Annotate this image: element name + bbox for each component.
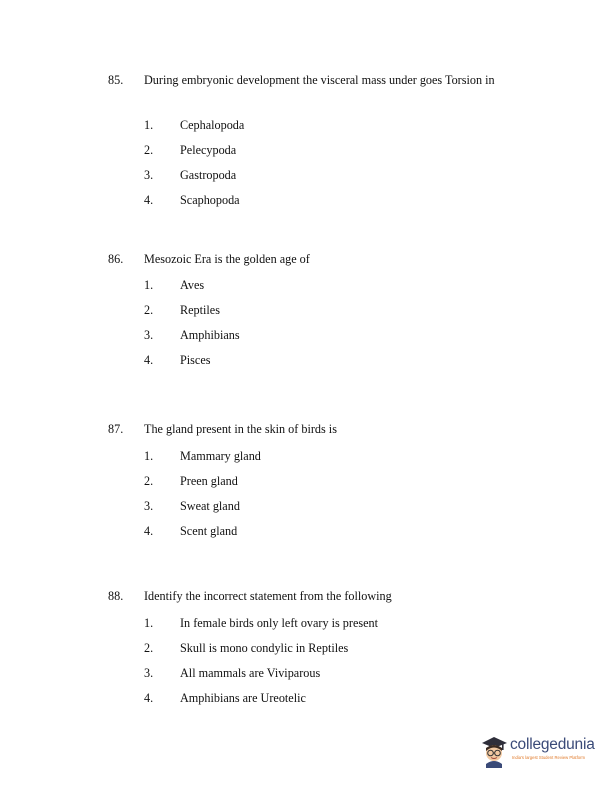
option	[0, 642, 612, 656]
option-number: 2.	[144, 474, 154, 488]
option-text: Preen gland	[180, 474, 238, 488]
option-number: 1.	[144, 118, 154, 132]
option-text: Scaphopoda	[180, 193, 240, 207]
option	[0, 500, 612, 514]
option-text: Amphibians	[180, 328, 240, 342]
option-number: 2.	[144, 143, 154, 157]
logo-wordmark: collegedunia	[510, 736, 595, 753]
option-text: In female birds only left ovary is present	[180, 616, 378, 630]
option-number: 1.	[144, 449, 154, 463]
option-text: Pisces	[180, 353, 211, 367]
option	[0, 169, 612, 183]
option	[0, 617, 612, 631]
option-text: Cephalopoda	[180, 118, 245, 132]
option	[0, 119, 612, 133]
question-text: Identify the incorrect statement from the following	[144, 589, 392, 603]
option	[0, 450, 612, 464]
option-text: Pelecypoda	[180, 143, 237, 157]
question-text: The gland present in the skin of birds is	[144, 422, 337, 436]
option-number: 1.	[144, 616, 154, 630]
logo-tagline: India's largest Student Review Platform	[512, 755, 585, 760]
option	[0, 525, 612, 539]
graduate-mascot-icon	[480, 734, 510, 768]
option-number: 2.	[144, 641, 154, 655]
question-text: During embryonic development the visceral mass under goes Torsion in	[144, 73, 495, 87]
option	[0, 667, 612, 681]
option-text: Reptiles	[180, 303, 220, 317]
collegedunia-logo	[480, 734, 610, 768]
question-number: 87.	[108, 422, 124, 436]
question-number: 85.	[108, 73, 124, 87]
option-number: 4.	[144, 193, 154, 207]
option	[0, 194, 612, 208]
option	[0, 279, 612, 293]
option	[0, 304, 612, 318]
option-number: 1.	[144, 278, 154, 292]
option-text: All mammals are Viviparous	[180, 666, 321, 680]
option-text: Gastropoda	[180, 168, 237, 182]
option-number: 2.	[144, 303, 154, 317]
option-text: Sweat gland	[180, 499, 240, 513]
option-number: 3.	[144, 328, 154, 342]
question-number: 88.	[108, 589, 124, 603]
option-text: Skull is mono condylic in Reptiles	[180, 641, 349, 655]
option-text: Scent gland	[180, 524, 238, 538]
option-number: 3.	[144, 499, 154, 513]
option-number: 3.	[144, 168, 154, 182]
question-text: Mesozoic Era is the golden age of	[144, 252, 310, 266]
option-number: 4.	[144, 691, 154, 705]
option-number: 3.	[144, 666, 154, 680]
option-text: Aves	[180, 278, 205, 292]
option	[0, 144, 612, 158]
question-number: 86.	[108, 252, 124, 266]
option-text: Mammary gland	[180, 449, 261, 463]
option	[0, 475, 612, 489]
option	[0, 354, 612, 368]
option	[0, 329, 612, 343]
option	[0, 692, 612, 706]
option-number: 4.	[144, 524, 154, 538]
option-number: 4.	[144, 353, 154, 367]
option-text: Amphibians are Ureotelic	[180, 691, 306, 705]
